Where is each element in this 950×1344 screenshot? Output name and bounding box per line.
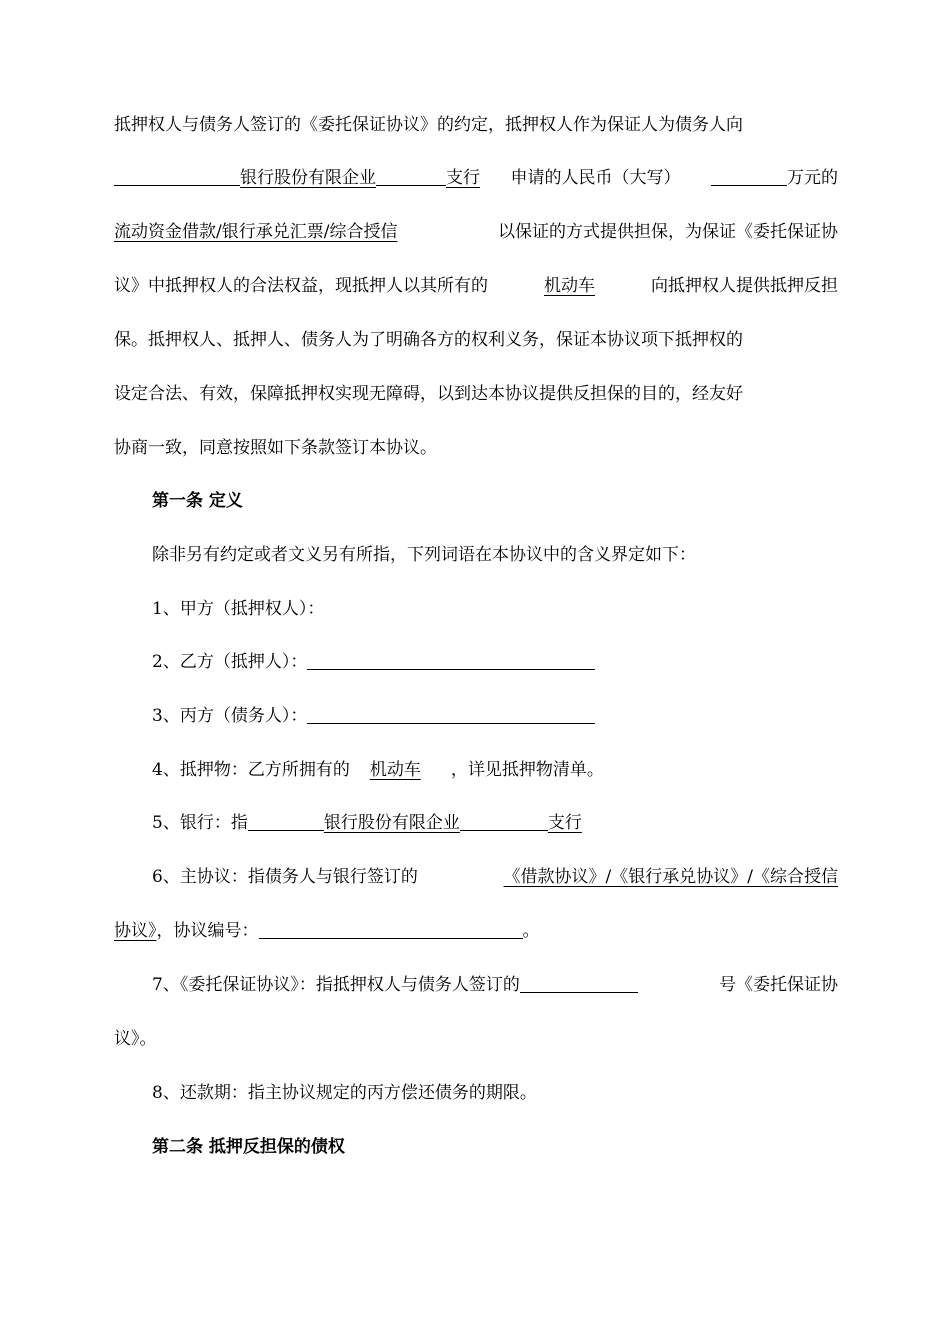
- article-1-title: 第一条 定义: [152, 491, 243, 511]
- collateral-type: 机动车: [544, 276, 595, 296]
- intro-line-4: 议》中抵押权人的合法权益，现抵押人以其所有的 机动车 向抵押权人提供抵押反担: [114, 273, 838, 299]
- intro-line-1: 抵押权人与债务人签订的《委托保证协议》的约定，抵押权人作为保证人为债务人向: [114, 115, 743, 135]
- definition-item-2: 2、乙方（抵押人）：: [152, 649, 838, 675]
- item-7-text: 7、《委托保证协议》：指抵押权人与债务人签订的: [152, 972, 638, 998]
- intro-line-2: 银行股份有限企业 支行 申请的人民币（大写） 万元的: [114, 165, 838, 191]
- blank-line: [248, 810, 324, 831]
- blank-line: [711, 165, 787, 186]
- definition-item-6: 6、主协议：指债务人与银行签订的 《借款协议》/《银行承兑协议》/《综合授信: [152, 864, 838, 890]
- blank-line: [307, 649, 595, 670]
- blank-line: [307, 703, 595, 724]
- agreement-number-blank: [259, 918, 523, 939]
- article-2-title: 第二条 抵押反担保的债权: [152, 1137, 345, 1157]
- blank-line: [114, 165, 240, 186]
- blank-line: [376, 165, 446, 186]
- collateral-type: 机动车: [369, 760, 421, 780]
- definition-item-5: 5、银行：指 银行股份有限企业 支行: [152, 810, 838, 836]
- amount-field: 万元的: [711, 165, 838, 191]
- article-1-lead: 除非另有约定或者文义另有所指，下列词语在本协议中的含义界定如下：: [152, 545, 696, 565]
- blank-line: [520, 972, 638, 993]
- blank-line: [460, 810, 548, 831]
- intro-line-3: 流动资金借款/银行承兑汇票/综合授信 以保证的方式提供担保，为保证《委托保证协: [114, 219, 838, 245]
- definition-item-7-cont: 议》。: [114, 1029, 157, 1049]
- intro-line-5: 保。抵押权人、抵押人、债务人为了明确各方的权利义务，保证本协议项下抵押权的: [114, 330, 743, 350]
- intro-line-6: 设定合法、有效，保障抵押权实现无障碍，以到达本协议提供反担保的目的，经友好: [114, 384, 743, 404]
- definition-item-1: 1、甲方（抵押权人）：: [152, 599, 325, 619]
- definition-item-4: 4、抵押物：乙方所拥有的 机动车 ，详见抵押物清单。: [152, 760, 604, 780]
- definition-item-3: 3、丙方（债务人）：: [152, 703, 838, 729]
- master-agreement-types: 《借款协议》/《银行承兑协议》/《综合授信: [503, 867, 838, 887]
- definition-item-7: 7、《委托保证协议》：指抵押权人与债务人签订的 号《委托保证协: [152, 972, 838, 998]
- loan-type: 流动资金借款/银行承兑汇票/综合授信: [114, 222, 398, 242]
- bank-field: 银行股份有限企业 支行: [114, 165, 480, 191]
- definition-item-8: 8、还款期：指主协议规定的丙方偿还债务的期限。: [152, 1083, 537, 1103]
- definition-item-6-cont: 协议》，协议编号： 。: [114, 918, 838, 944]
- intro-line-7: 协商一致，同意按照如下条款签订本协议。: [114, 438, 437, 458]
